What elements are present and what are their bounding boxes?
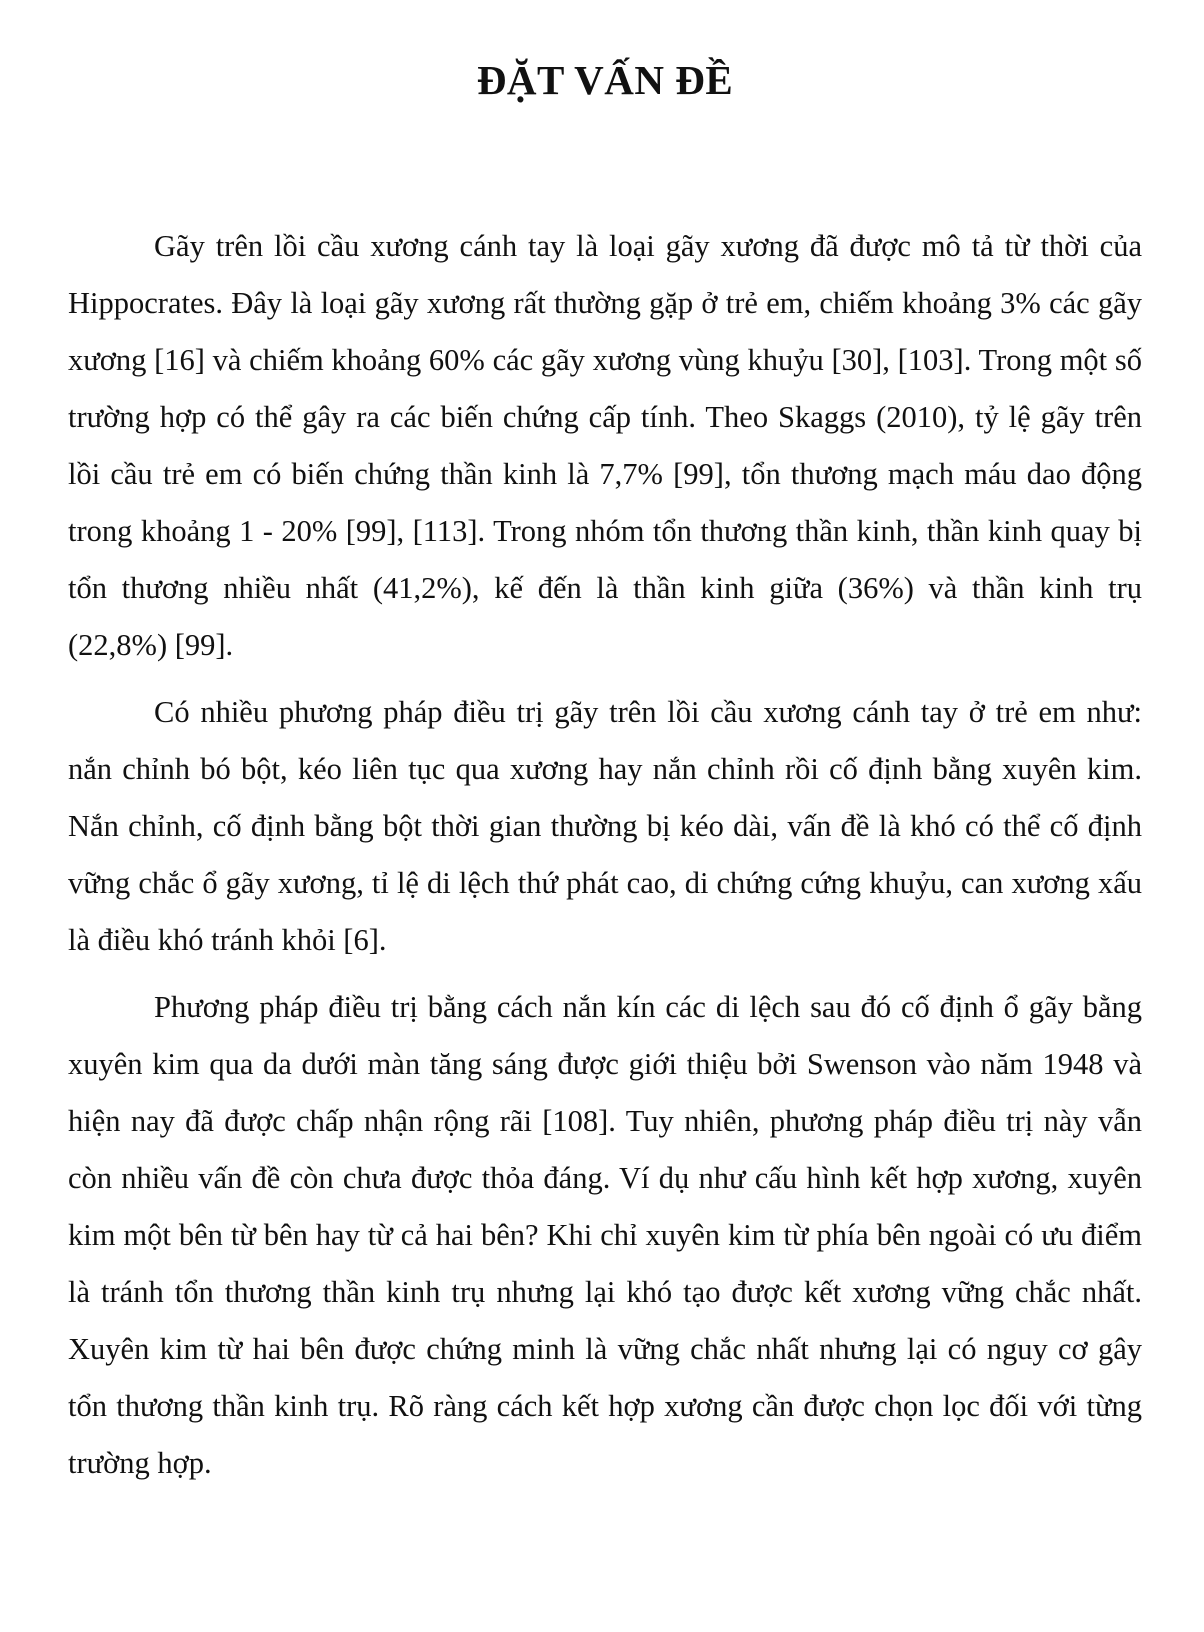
paragraph-3: Phương pháp điều trị bằng cách nắn kín các di lệch sau đó cố định ổ gãy bằng xuyên kim qua da dưới màn tăng sáng được giới thiệu bởi Swenson vào năm 1948 và hiện nay đã được chấp nhận rộng rãi [108]. Tuy nhiên, phương pháp điều trị này vẫn còn nhiều vấn đề còn chưa được thỏa đáng. Ví dụ như cấu hình kết hợp xương, xuyên kim một bên từ bên hay từ cả hai bên? Khi chỉ xuyên kim từ phía bên ngoài có ưu điểm là tránh tổn thương thần kinh trụ nhưng lại khó tạo được kết xương vững chắc nhất. Xuyên kim từ hai bên được chứng minh là vững chắc nhất nhưng lại có nguy cơ gây tổn thương thần kinh trụ. Rõ ràng cách kết hợp xương cần được chọn lọc đối với từng trường hợp. xyxy=(68,990,1142,1480)
paragraph-2: Có nhiều phương pháp điều trị gãy trên lồi cầu xương cánh tay ở trẻ em như: nắn chỉnh bó bột, kéo liên tục qua xương hay nắn chỉnh rồi cố định bằng xuyên kim. Nắn chỉnh, cố định bằng bột thời gian thường bị kéo dài, vấn đề là khó có thể cố định vững chắc ổ gãy xương, tỉ lệ di lệch thứ phát cao, di chứng cứng khuỷu, can xương xấu là điều khó tránh khỏi [6]. xyxy=(68,695,1142,957)
paragraph-1: Gãy trên lồi cầu xương cánh tay là loại gãy xương đã được mô tả từ thời của Hippocrates. Đây là loại gãy xương rất thường gặp ở trẻ em, chiếm khoảng 3% các gãy xương [16] và chiếm khoảng 60% các gãy xương vùng khuỷu [30], [103]. Trong một số trường hợp có thể gây ra các biến chứng cấp tính. Theo Skaggs (2010), tỷ lệ gãy trên lồi cầu trẻ em có biến chứng thần kinh là 7,7% [99], tổn thương mạch máu dao động trong khoảng 1 - 20% [99], [113]. Trong nhóm tổn thương thần kinh, thần kinh quay bị tổn thương nhiều nhất (41,2%), kế đến là thần kinh giữa (36%) và thần kinh trụ (22,8%) [99]. xyxy=(68,229,1142,662)
page-title: ĐẶT VẤN ĐỀ xyxy=(476,57,734,103)
document-body xyxy=(68,218,1142,1492)
